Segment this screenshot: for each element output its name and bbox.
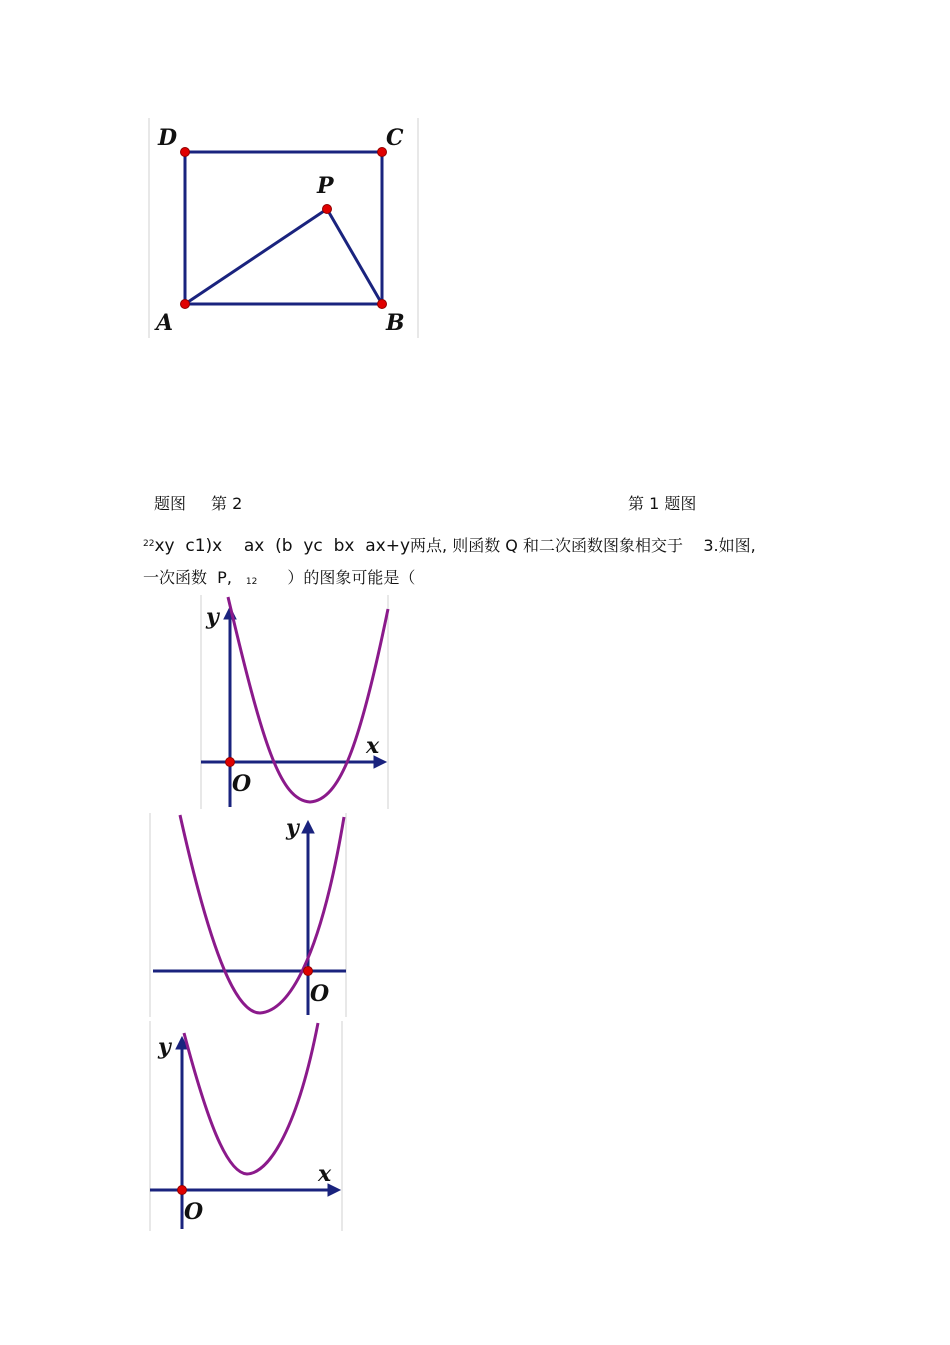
problem-line-2b: ）的图象可能是（ (287, 568, 416, 587)
parabola-curve (184, 1023, 318, 1174)
problem-subscript: 12 (245, 577, 258, 587)
label-P: P (317, 173, 334, 199)
origin-label: O (184, 1199, 204, 1225)
caption-right: 第 1 题图 (628, 494, 697, 513)
parabola-graph-2 (148, 813, 349, 1017)
caption-left-a: 题图 (154, 494, 187, 513)
rectangle-figure (148, 116, 422, 342)
problem-line-2a: 一次函数 P, (143, 568, 232, 587)
problem-superscript: 22 (143, 539, 155, 549)
problem-formula: xy c1)x ax (b yc bx ax+y (154, 536, 411, 556)
label-D: D (158, 125, 178, 151)
origin-point (226, 758, 235, 767)
problem-line-1 (143, 534, 756, 556)
point-D (181, 148, 190, 157)
parabola-curve (228, 597, 388, 802)
x-axis-label: x (318, 1161, 332, 1187)
point-A (181, 300, 190, 309)
parabola-graph-3 (148, 1021, 345, 1231)
segment-PB (327, 209, 382, 304)
problem-line-2 (143, 568, 415, 592)
origin-point (304, 967, 313, 976)
y-axis-label: y (158, 1034, 171, 1060)
parabola-graph-1 (198, 595, 391, 809)
origin-label: O (232, 771, 252, 797)
y-axis-label: y (286, 815, 299, 841)
label-A: A (156, 310, 174, 336)
point-P (323, 205, 332, 214)
label-C: C (386, 125, 404, 151)
origin-point (178, 1186, 187, 1195)
y-axis-label: y (206, 604, 219, 630)
segment-AP (185, 209, 327, 304)
problem-statement: 两点, 则函数 Q 和二次函数图象相交于 3.如图, (410, 536, 756, 555)
y-axis-arrow (302, 821, 314, 833)
point-B (378, 300, 387, 309)
x-axis-label: x (366, 733, 380, 759)
caption-left-b: 第 2 (211, 494, 243, 513)
origin-label: O (310, 981, 330, 1007)
label-B: B (386, 310, 405, 336)
